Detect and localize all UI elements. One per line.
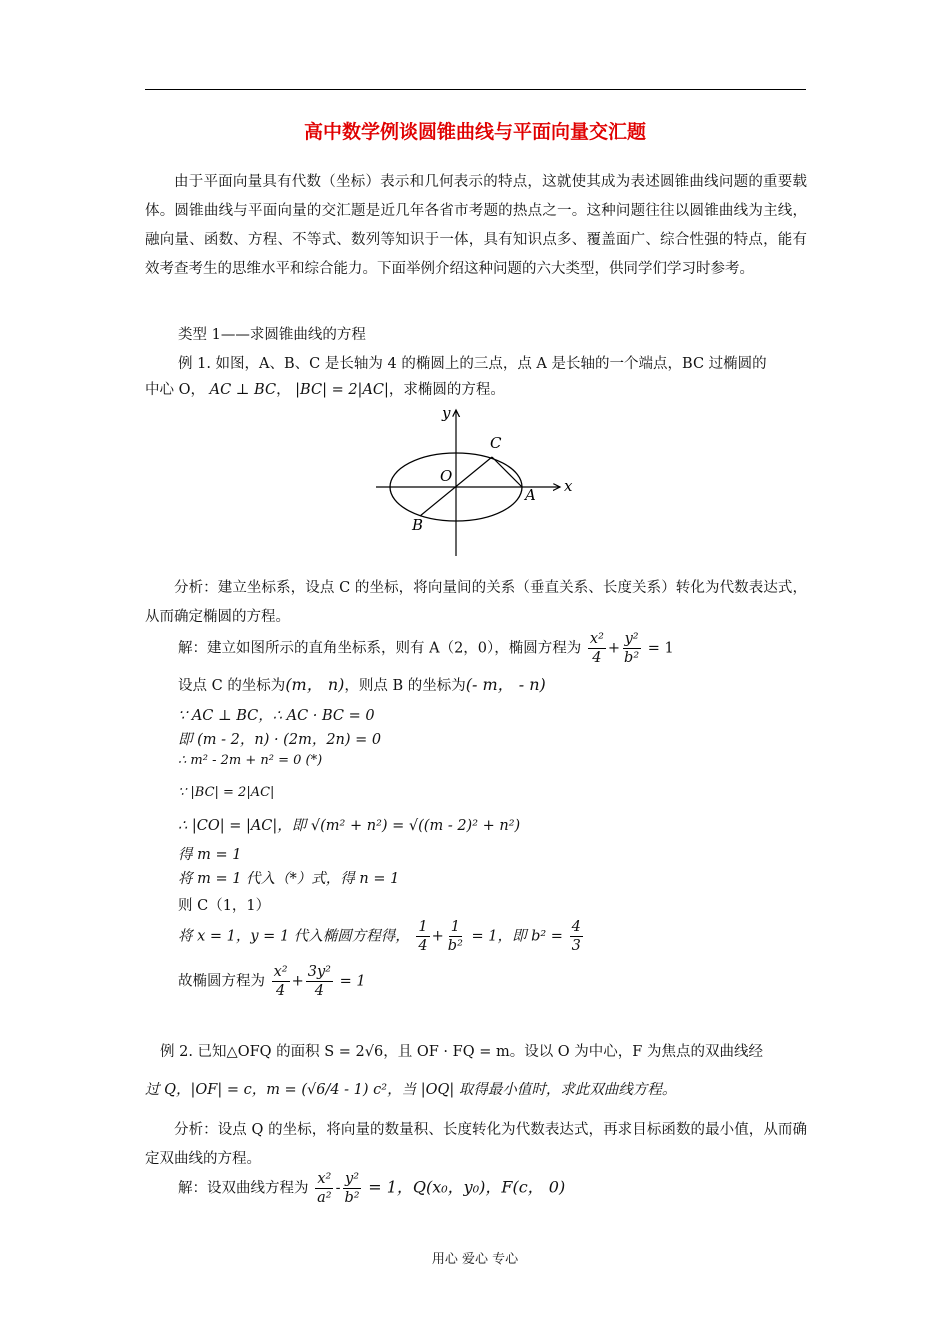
example2-analysis: 分析：设点 Q 的坐标，将向量的数量积、长度转化为代数表达式，再求目标函数的最小值，从而确定双曲线的方程。 [145,1122,807,1167]
example1-solution-line12: 故椭圆方程为 $\frac{\text{x²}}{4}$ + $\frac{\text{3y²}}{4}$ = 1 [178,964,366,999]
fraction-y2-b2-hyperbola: $\frac{\text{y²}}{\text{b²}}$ [344,1171,360,1206]
label-a: A [525,486,536,504]
example1-stem: 例 1. 如图，A、B、C 是长轴为 4 的椭圆上的三点，点 A 是长轴的一个端点，BC 过椭圆的 [178,356,767,372]
fraction-1-b2: $\frac{1}{\text{b²}}$ [447,919,463,954]
ellipse-figure [370,398,600,558]
example1-solution-line4: 即 (m - 2，n) · (2m，2n) = 0 [178,732,382,748]
example1-solution-line5: ∴ m² - 2m + n² = 0 (*) [178,753,323,768]
fraction-x2-a2: $\frac{\text{x²}}{\text{a²}}$ [317,1171,332,1206]
fraction-x2-4: $\frac{\text{x²}}{4}$ [589,631,604,666]
example1-solution-line9: 将 m = 1 代入（*）式，得 n = 1 [178,871,400,887]
example1-cond-length: |BC| = 2|AC| [295,382,389,398]
example1-solution-line6: ∵ |BC| = 2|AC| [178,785,275,800]
header-rule [145,89,806,90]
example1-solution-line1: 解：建立如图所示的直角坐标系，则有 A（2，0），椭圆方程为 $\frac{\text{x²}}{4}$ + $\frac{\text{y²}}{\text{b²}}$ = 1 [178,631,674,666]
example1-solution-line2: 设点 C 的坐标为(m， n)，则点 B 的坐标为(- m， - n) [178,675,546,694]
label-b: B [412,516,424,534]
example2-stem-line2: 过 Q，|OF| = c，m = (√6/4 - 1) c²，当 |OQ| 取得最小值时，求此双曲线方程。 [145,1082,677,1098]
fraction-y2-b2: $\frac{\text{y²}}{\text{b²}}$ [624,631,640,666]
segment-ca [492,457,522,487]
example1-stem-line2: 中心 O， AC ⊥ BC， |BC| = 2|AC|，求椭圆的方程。 [145,382,505,398]
page-footer: 用心 爱心 专心 [431,1252,519,1267]
example1-cond-perpendicular: AC ⊥ BC [209,382,277,398]
fraction-x2-4-final: $\frac{\text{x²}}{4}$ [273,964,288,999]
page-title: 高中数学例谈圆锥曲线与平面向量交汇题 [303,121,646,143]
example1-solution-line7: ∴ |CO| = |AC|，即 √(m² + n²) = √((m - 2)² + n²) [178,818,521,834]
type1-heading: 类型 1——求圆锥曲线的方程 [178,327,366,343]
example1-solution-line11: 将 x = 1，y = 1 代入椭圆方程得， $\frac{1}{4}$ + $\frac{1}{\text{b²}}$ = 1，即 b² = $\frac{4}{3}$ [178,919,581,954]
label-o: O [440,467,453,485]
example1-analysis: 分析：建立坐标系，设点 C 的坐标，将向量间的关系（垂直关系、长度关系）转化为代数表达式，从而确定椭圆的方程。 [145,580,807,625]
example1-solution-line8: 得 m = 1 [178,847,242,863]
fraction-1-4: $\frac{1}{4}$ [418,919,428,954]
fraction-4-3: $\frac{4}{3}$ [571,919,581,954]
example2-stem: 例 2. 已知△OFQ 的面积 S = 2√6，且 OF · FQ = m。设以 O 为中心，F 为焦点的双曲线经 [160,1044,763,1060]
label-y: y [442,404,451,422]
example1-solution-line10: 则 C（1，1） [178,898,271,914]
label-c: C [490,434,502,452]
intro-paragraph: 由于平面向量具有代数（坐标）表示和几何表示的特点，这就使其成为表述圆锥曲线问题的重要载体。圆锥曲线与平面向量的交汇题是近几年各省市考题的热点之一。这种问题往往以圆锥曲线为主线，融向量、函数、方程、不等式、数列等知识于一体，具有知识点多、覆盖面广、综合性强的特点，能有效考查考生的思维水平和综合能力。下面举例介绍这种问题的六大类型，供同学们学习时参考。 [145,174,807,277]
label-x: x [564,477,573,495]
fraction-3y2-4: $\frac{\text{3y²}}{4}$ [307,964,331,999]
example2-solution-line1: 解：设双曲线方程为 $\frac{\text{x²}}{\text{a²}}$ - $\frac{\text{y²}}{\text{b²}}$ = 1，Q(x₀，y₀)，F(c， 0) [178,1171,566,1206]
example1-solution-line3: ∵ AC ⊥ BC，∴ AC · BC = 0 [178,708,375,724]
